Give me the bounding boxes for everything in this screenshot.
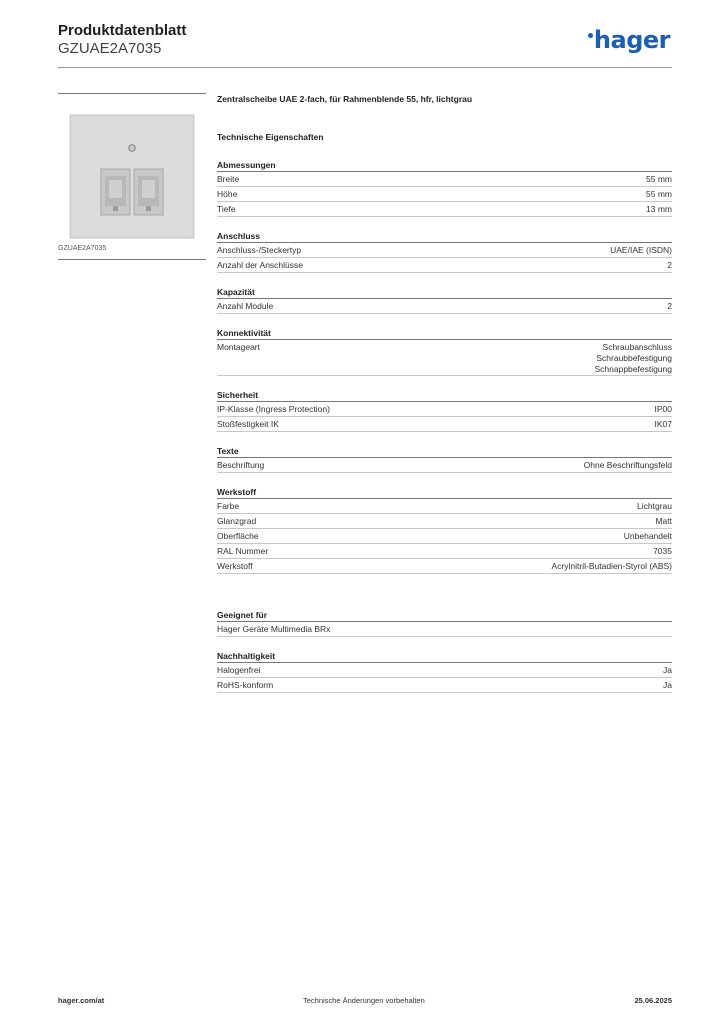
property-value-line: IK07 bbox=[654, 419, 672, 429]
property-value bbox=[653, 546, 672, 558]
section-title: Geeignet für bbox=[217, 610, 672, 622]
property-value bbox=[584, 460, 672, 472]
section bbox=[217, 328, 672, 376]
property-value-line: 7035 bbox=[653, 546, 672, 556]
property-value bbox=[552, 561, 672, 573]
property-value-line: Ja bbox=[663, 665, 672, 675]
property-row bbox=[217, 187, 672, 202]
property-label: Glanzgrad bbox=[217, 516, 257, 526]
footer-date: 25.06.2025 bbox=[634, 996, 672, 1005]
property-row bbox=[217, 678, 672, 693]
document-title: Produktdatenblatt bbox=[58, 22, 187, 39]
section bbox=[217, 487, 672, 574]
property-label: Oberfläche bbox=[217, 531, 259, 541]
property-value-line: Ohne Beschriftungsfeld bbox=[583, 460, 672, 470]
logo-text: hager bbox=[593, 26, 670, 54]
section bbox=[217, 651, 672, 693]
property-label: Beschriftung bbox=[217, 460, 265, 470]
property-row bbox=[217, 172, 672, 187]
property-label: Werkstoff bbox=[217, 561, 253, 571]
property-value-line: Acrylnitril-Butadien-Styrol (ABS) bbox=[551, 561, 672, 571]
property-value bbox=[667, 260, 672, 272]
image-caption: GZUAE2A7035 bbox=[58, 245, 107, 252]
property-row bbox=[217, 417, 672, 432]
property-value bbox=[663, 680, 672, 692]
logo-dot-icon bbox=[588, 33, 593, 38]
section bbox=[217, 160, 672, 217]
property-value-line: Ja bbox=[663, 680, 672, 690]
section-title: Abmessungen bbox=[217, 160, 672, 172]
property-row bbox=[217, 258, 672, 273]
property-value bbox=[667, 301, 672, 313]
document-subtitle: GZUAE2A7035 bbox=[58, 40, 162, 57]
property-value-line: 13 mm bbox=[646, 204, 672, 214]
property-label: Breite bbox=[217, 174, 240, 184]
property-label: Tiefe bbox=[217, 204, 236, 214]
property-row bbox=[217, 544, 672, 559]
property-value bbox=[646, 174, 672, 186]
property-sections bbox=[217, 160, 672, 574]
property-label: Montageart bbox=[217, 342, 260, 352]
section-title: Werkstoff bbox=[217, 487, 672, 499]
property-value-line: 55 mm bbox=[646, 174, 672, 184]
property-value bbox=[637, 501, 672, 513]
property-label: RoHS-konform bbox=[217, 680, 274, 690]
property-sections-extra bbox=[217, 610, 672, 693]
property-value bbox=[655, 404, 673, 416]
property-value-line: Unbehandelt bbox=[623, 531, 672, 541]
property-row bbox=[217, 499, 672, 514]
property-row bbox=[217, 529, 672, 544]
property-row bbox=[217, 622, 672, 637]
property-row bbox=[217, 340, 672, 376]
property-row bbox=[217, 458, 672, 473]
product-photo-icon bbox=[69, 114, 195, 239]
property-row bbox=[217, 514, 672, 529]
property-row bbox=[217, 202, 672, 217]
property-row bbox=[217, 243, 672, 258]
section bbox=[217, 231, 672, 273]
property-value-line: 2 bbox=[667, 260, 672, 270]
footer-notice: Technische Änderungen vorbehalten bbox=[303, 996, 425, 1005]
section-title: Kapazität bbox=[217, 287, 672, 299]
property-row bbox=[217, 299, 672, 314]
property-value-line: 55 mm bbox=[646, 189, 672, 199]
property-label: Stoßfestigkeit IK bbox=[217, 419, 279, 429]
product-details bbox=[217, 94, 672, 693]
property-value bbox=[646, 189, 672, 201]
page-header bbox=[58, 22, 672, 68]
footer-website: hager.com/at bbox=[58, 996, 105, 1005]
tech-heading: Technische Eigenschaften bbox=[217, 132, 324, 142]
section-title: Texte bbox=[217, 446, 672, 458]
property-label: Höhe bbox=[217, 189, 238, 199]
section bbox=[217, 287, 672, 314]
property-value bbox=[663, 665, 672, 677]
property-value-line: Schraubbefestigung bbox=[596, 353, 672, 363]
property-label: Anzahl Module bbox=[217, 301, 274, 311]
section bbox=[217, 610, 672, 637]
property-label: Halogenfrei bbox=[217, 665, 261, 675]
property-value bbox=[624, 531, 672, 543]
property-value-line: Schnappbefestigung bbox=[594, 364, 672, 374]
property-label: RAL Nummer bbox=[217, 546, 269, 556]
property-label: Anschluss-/Steckertyp bbox=[217, 245, 302, 255]
section-title: Sicherheit bbox=[217, 390, 672, 402]
property-row bbox=[217, 402, 672, 417]
section bbox=[217, 390, 672, 432]
property-value bbox=[646, 204, 672, 216]
property-label: Farbe bbox=[217, 501, 240, 511]
property-value bbox=[655, 419, 673, 431]
hager-logo bbox=[588, 26, 670, 54]
section-title: Nachhaltigkeit bbox=[217, 651, 672, 663]
property-label: Anzahl der Anschlüsse bbox=[217, 260, 303, 270]
property-label: Hager Geräte Multimedia BRx bbox=[217, 624, 331, 634]
property-value bbox=[655, 516, 672, 528]
section bbox=[217, 446, 672, 473]
property-value-line: Matt bbox=[655, 516, 672, 526]
property-value-line: IP00 bbox=[654, 404, 672, 414]
product-name: Zentralscheibe UAE 2-fach, für Rahmenblende 55, hfr, lichtgrau bbox=[217, 94, 473, 104]
property-label: IP-Klasse (Ingress Protection) bbox=[217, 404, 330, 414]
product-image bbox=[58, 93, 206, 260]
section-title: Konnektivität bbox=[217, 328, 672, 340]
property-row bbox=[217, 663, 672, 678]
section-title: Anschluss bbox=[217, 231, 672, 243]
property-value bbox=[594, 342, 672, 375]
property-value-line: 2 bbox=[667, 301, 672, 311]
property-value-line: Schraubanschluss bbox=[602, 342, 672, 352]
property-value-line: Lichtgrau bbox=[637, 501, 672, 511]
property-value bbox=[610, 245, 672, 257]
property-value-line: UAE/IAE (ISDN) bbox=[610, 245, 672, 255]
property-row bbox=[217, 559, 672, 574]
